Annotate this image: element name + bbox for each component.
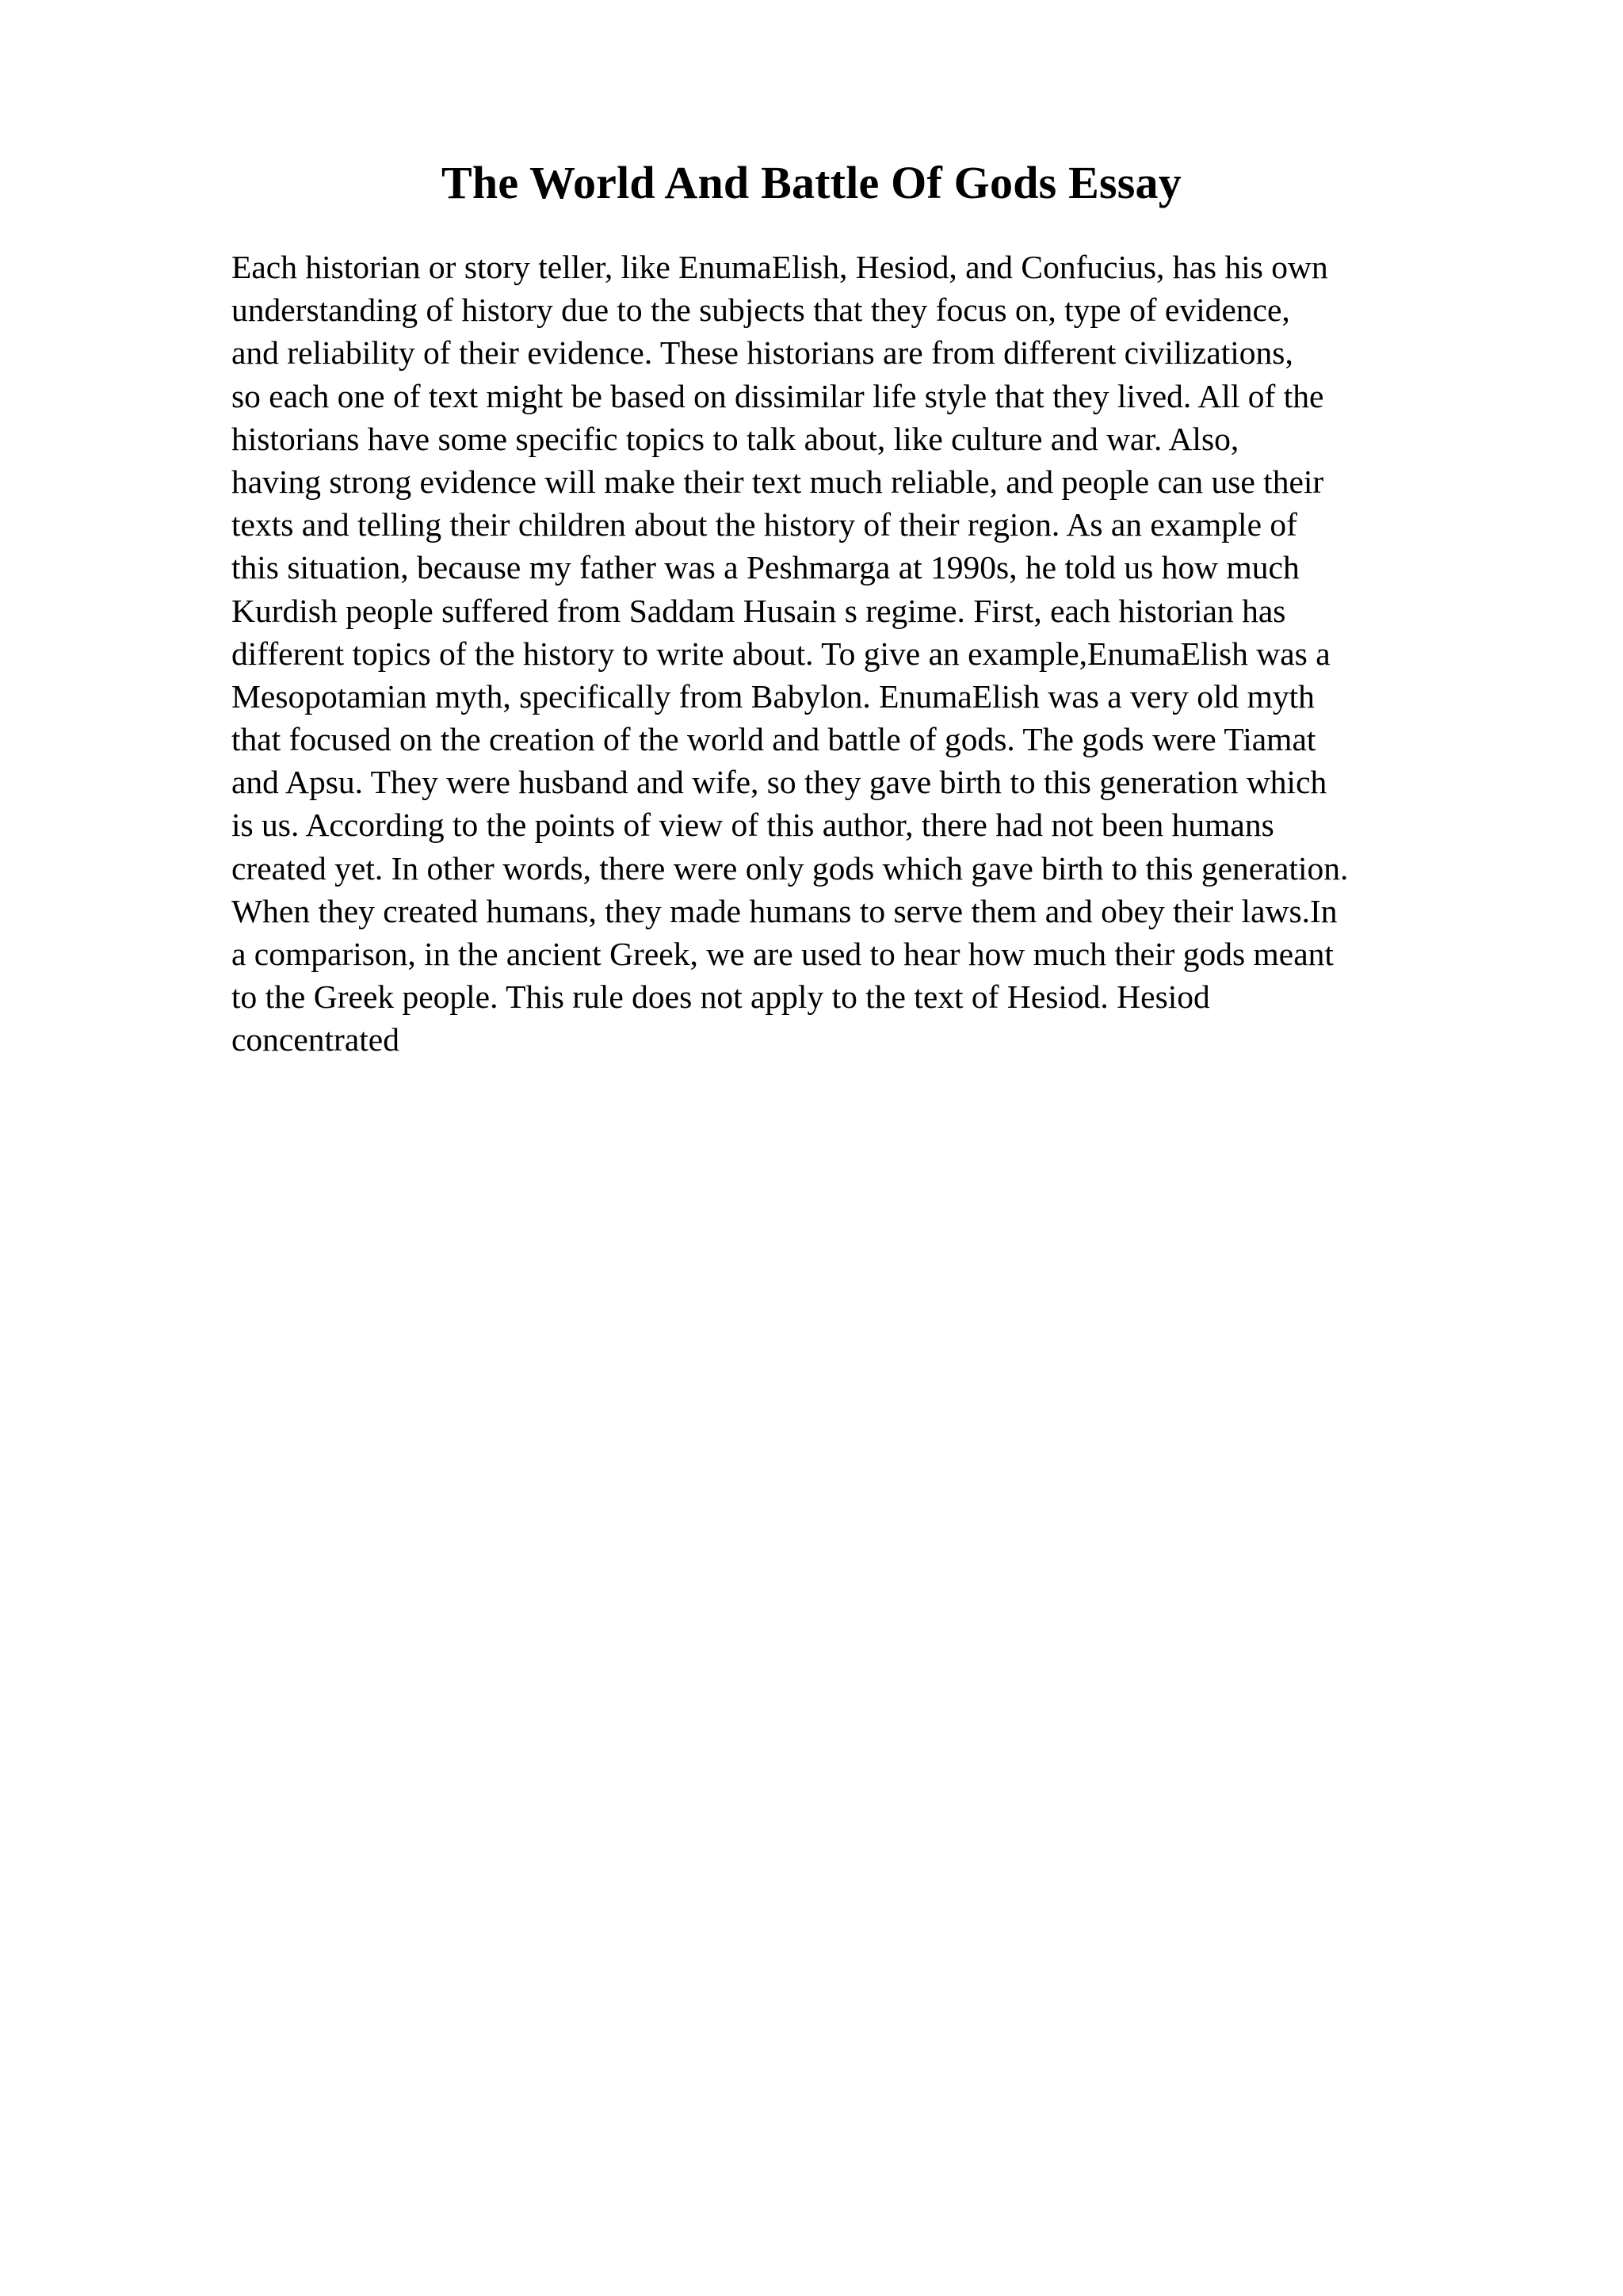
essay-title: The World And Battle Of Gods Essay: [441, 157, 1182, 208]
body-line-13: and Apsu. They were husband and wife, so they gave birth to this generation which: [231, 764, 1327, 801]
body-line-15: created yet. In other words, there were only gods which gave birth to this generation.: [231, 849, 1349, 887]
body-line-10: different topics of the history to write about. To give an example,EnumaElish was a: [231, 635, 1331, 672]
body-line-6: having strong evidence will make their text much reliable, and people can use their: [231, 463, 1324, 500]
body-line-18: to the Greek people. This rule does not apply to the text of Hesiod. Hesiod: [231, 978, 1210, 1016]
essay-body: [231, 246, 1515, 1062]
body-line-16: When they created humans, they made humans to serve them and obey their laws.In: [231, 892, 1338, 929]
body-line-1: Each historian or story teller, like EnumaElish, Hesiod, and Confucius, has his own: [231, 249, 1328, 285]
body-line-11: Mesopotamian myth, specifically from Babylon. EnumaElish was a very old myth: [231, 677, 1315, 715]
body-line-12: that focused on the creation of the world and battle of gods. The gods were Tiamat: [231, 721, 1316, 758]
body-line-17: a comparison, in the ancient Greek, we are used to hear how much their gods meant: [231, 936, 1334, 972]
body-line-4: so each one of text might be based on dissimilar life style that they lived. All of the: [231, 377, 1324, 414]
body-line-14: is us. According to the points of view of this author, there had not been humans: [231, 807, 1274, 844]
body-line-7: texts and telling their children about the history of their region. As an example of: [231, 506, 1297, 543]
body-line-2: understanding of history due to the subjects that they focus on, type of evidence,: [231, 292, 1290, 329]
body-line-8: this situation, because my father was a Peshmarga at 1990s, he told us how much: [231, 549, 1300, 586]
body-line-3: and reliability of their evidence. These historians are from different civilizations,: [231, 334, 1293, 372]
body-line-5: historians have some specific topics to talk about, like culture and war. Also,: [231, 420, 1239, 457]
body-line-9: Kurdish people suffered from Saddam Husain s regime. First, each historian has: [231, 592, 1286, 629]
body-line-19: concentrated: [231, 1021, 399, 1058]
